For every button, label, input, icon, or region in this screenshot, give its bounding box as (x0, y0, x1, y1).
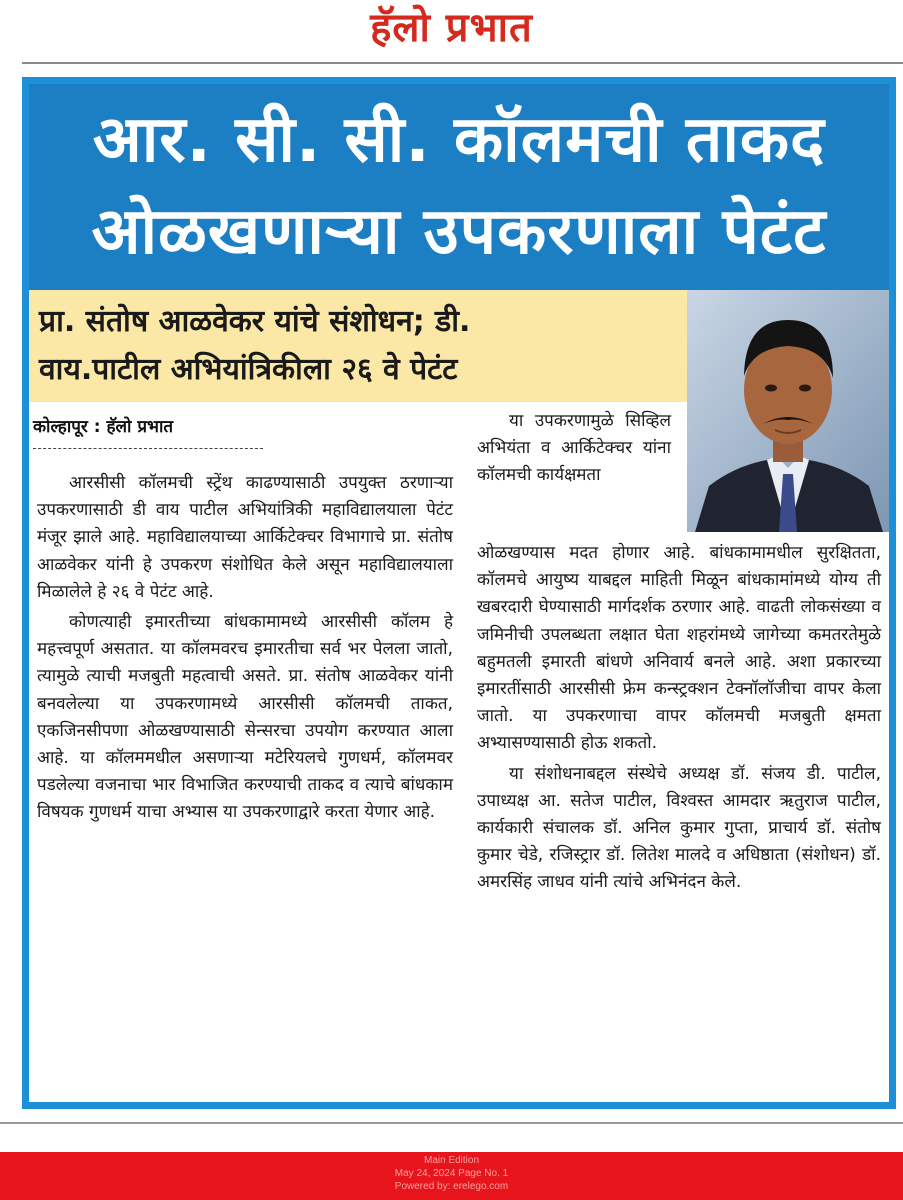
bottom-divider (0, 1122, 903, 1124)
article-body-right-top (477, 408, 671, 490)
headline-line-1: आर. सी. सी. कॉलमची ताकद (92, 103, 826, 177)
powered-by-label: Powered by: erelego.com (394, 1181, 509, 1192)
edition-label: Main Edition (423, 1155, 480, 1166)
footer-info (0, 1154, 903, 1193)
dateline-underline (33, 448, 263, 449)
subheadline-box (29, 290, 687, 402)
person-portrait-icon (687, 290, 889, 532)
paragraph: या उपकरणामुळे सिव्हिल अभियंता व आर्किटेक्चर यांना कॉलमची कार्यक्षमता (477, 411, 671, 486)
date-page-label: May 24, 2024 Page No. 1 (394, 1168, 509, 1179)
article-body-left (37, 470, 453, 827)
author-photo (687, 290, 889, 532)
footer-bar (0, 1152, 903, 1200)
article-clipping (22, 77, 896, 1109)
paragraph: या संशोधनाबद्दल संस्थेचे अध्यक्ष डॉ. संजय डी. पाटील, उपाध्यक्ष आ. सतेज पाटील, विश्वस्त आमदार ऋतुराज पाटील, कार्यकारी संचालक डॉ. अनिल कुमार गुप्ता, प्राचार्य डॉ. संतोष कुमार चेडे, रजिस्ट्रार डॉ. लितेश मालदे व अधिष्ठाता (संशोधन) डॉ. अमरसिंह जाधव यांनी त्यांचे अभिनंदन केले. (477, 763, 881, 893)
headline-banner (29, 84, 889, 290)
newspaper-logo: हॅलो प्रभात (370, 5, 533, 51)
subheadline-line-1: प्रा. संतोष आळवेकर यांचे संशोधन; डी. (39, 304, 471, 339)
top-divider (22, 62, 903, 64)
dateline: कोल्हापूर : हॅलो प्रभात (33, 417, 174, 437)
subheadline-line-2: वाय.पाटील अभियांत्रिकीला २६ वे पेटंट (39, 352, 458, 387)
paragraph: ओळखण्यास मदत होणार आहे. बांधकामामधील सुरक्षितता, कॉलमचे आयुष्य याबद्दल माहिती मिळून बांधकामांमध्ये योग्य ती खबरदारी घेण्यासाठी मार्गदर्शक ठरणार आहे. वाढती लोकसंख्या व जमिनीची उपलब्धता लक्षात घेता शहरांमध्ये जागेच्या कमतरतेमुळे बहुमतली इमारती बांधणे अनिवार्य बनले आहे. अशा प्रकारच्या इमारतींसाठी आरसीसी फ्रेम कन्स्ट्रक्शन टेक्नॉलॉजीचा वापर केला जातो. या उपकरणाचा वापर कॉलमची मजबुती क्षमता अभ्यासण्यासाठी होऊ शकतो. (477, 543, 881, 754)
masthead (0, 0, 903, 60)
article-body-right (477, 540, 881, 897)
paragraph: कोणत्याही इमारतीच्या बांधकामामध्ये आरसीसी कॉलम हे महत्त्वपूर्ण असतात. या कॉलमवरच इमारतीचा सर्व भर पेलला जातो, त्यामुळे त्याची मजबुती महत्वाची असते. प्रा. संतोष आळवेकर यांनी बनवलेल्या या उपकरणामध्ये आरसीसी कॉलमची ताकत, एकजिनसीपणा ओळखण्यासाठी सेन्सरचा उपयोग करण्यात आला आहे. या कॉलममधील असणाऱ्या मटेरियलचे गुणधर्म, कॉलमवर पडलेल्या वजनाचा भार विभाजित करण्याची ताकद व त्याचे बांधकाम विषयक गुणधर्म याचा अभ्यास या उपकरणाद्वारे करता येणार आहे. (37, 612, 453, 823)
headline-line-2: ओळखणाऱ्या उपकरणाला पेटंट (91, 195, 827, 269)
paragraph: आरसीसी कॉलमची स्ट्रेंथ काढण्यासाठी उपयुक्त ठरणाऱ्या उपकरणासाठी डी वाय पाटील अभियांत्रिकी महाविद्यालयाला पेटंट मंजूर झाले आहे. महाविद्यालयाच्या आर्किटेक्चर विभागाचे प्रा. संतोष आळवेकर यांनी हे उपकरण संशोधित केले असून महाविद्यालयाला मिळालेले हे २६ वे पेटंट आहे. (37, 473, 453, 602)
